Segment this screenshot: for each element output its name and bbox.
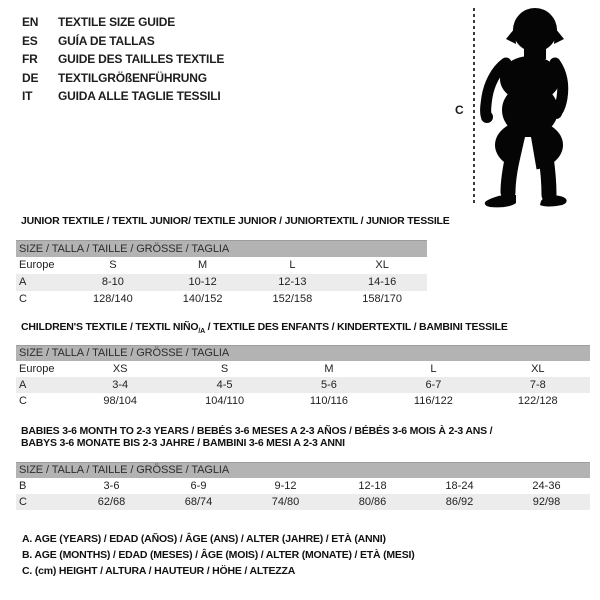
legend-line-c: C. (cm) HEIGHT / ALTURA / HAUTEUR / HÖHE / ALTEZZA [22,565,296,577]
language-list [22,13,224,106]
language-row-es [22,32,224,51]
cell: 3-4 [112,379,129,391]
language-code: FR [22,52,38,66]
language-row-en [22,13,224,32]
cell: 6-9 [190,480,207,492]
babies-table-title-line1: BABIES 3-6 MONTH TO 2-3 YEARS / BEBÉS 3-6 MESES A 2-3 AÑOS / BÉBÉS 3-6 MOIS À 2-3 ANS / [21,425,493,437]
row-label: C [19,395,27,407]
language-code: DE [22,70,39,85]
size-header-bar: SIZE / TALLA / TAILLE / GRÖSSE / TAGLIA [16,462,590,478]
cell: 116/122 [413,395,453,407]
row-label: Europe [19,363,55,375]
table-row [16,377,590,393]
measure-legend [22,531,415,579]
row-label: A [19,276,27,288]
title-subscript: /A [198,328,205,336]
language-label: GUÍA DE TALLAS [58,33,155,48]
table-row [16,257,427,274]
row-label: A [19,379,27,391]
cell: 74/80 [271,496,300,508]
cell: S [220,363,229,375]
table-row [16,478,590,494]
table-row [16,393,590,409]
babies-size-table [16,462,590,510]
cell: M [198,259,208,271]
cell: 10-12 [188,276,217,288]
cell: 68/74 [184,496,213,508]
cell: M [324,363,334,375]
size-header-bar: SIZE / TALLA / TAILLE / GRÖSSE / TAGLIA [16,240,427,257]
title-text: / TEXTILE DES ENFANTS / KINDERTEXTIL / BAMBINI TESSILE [204,321,508,333]
legend-line-b: B. AGE (MONTHS) / EDAD (MESES) / ÂGE (MOIS) / ALTER (MONATE) / ETÀ (MESI) [22,549,415,561]
language-label: TEXTILGRÖßENFÜHRUNG [58,70,207,85]
height-dashed-line [473,8,475,206]
table-row [16,494,590,510]
cell: 14-16 [368,276,397,288]
cell: 62/68 [97,496,126,508]
cell: 12-18 [358,480,387,492]
cell: 152/158 [272,293,313,305]
cell: 8-10 [101,276,124,288]
cell: L [430,363,437,375]
cell: L [289,259,296,271]
cell: 104/110 [205,395,245,407]
cell: 92/98 [532,496,561,508]
cell: 122/128 [517,395,558,407]
language-label: GUIDE DES TAILLES TEXTILE [58,52,225,66]
legend-line-a: A. AGE (YEARS) / EDAD (AÑOS) / ÂGE (ANS) / ALTER (JAHRE) / ETÀ (ANNI) [22,533,386,545]
children-size-table [16,345,590,409]
cell: 3-6 [103,480,120,492]
cell: 18-24 [445,480,474,492]
cell: 98/104 [103,395,138,407]
cell: XL [531,363,545,375]
cell: 7-8 [529,379,546,391]
row-label: Europe [19,259,55,271]
cell: 158/170 [362,293,402,305]
row-label: B [19,480,27,492]
language-code: ES [22,33,38,48]
language-row-fr [22,50,224,69]
cell: 110/116 [309,395,349,407]
height-measure-label: C [455,103,464,117]
cell: 12-13 [278,276,307,288]
cell: 9-12 [274,480,297,492]
language-code: EN [22,15,39,29]
language-row-de [22,69,224,88]
table-row [16,361,590,377]
language-row-it [22,87,224,106]
children-table-title [21,321,508,335]
language-label: TEXTILE SIZE GUIDE [58,15,176,29]
row-label: C [19,293,27,305]
title-text: CHILDREN'S TEXTILE / TEXTIL NIÑO [21,321,199,333]
row-label: C [19,496,27,508]
cell: 5-6 [321,379,337,391]
cell: 80/86 [358,496,387,508]
cell: S [109,259,117,271]
cell: XS [112,363,128,375]
cell: 86/92 [445,496,474,508]
junior-table-title: JUNIOR TEXTILE / TEXTIL JUNIOR/ TEXTILE JUNIOR / JUNIORTEXTIL / JUNIOR TESSILE [21,215,450,227]
babies-table-title-line2: BABYS 3-6 MONATE BIS 2-3 JAHRE / BAMBINI 3-6 MESI A 2-3 ANNI [21,437,345,449]
cell: XL [375,259,389,271]
language-code: IT [22,89,33,103]
cell: 140/152 [182,293,223,305]
cell: 4-5 [216,379,233,391]
table-row [16,291,427,308]
junior-size-table [16,240,427,308]
language-label: GUIDA ALLE TAGLIE TESSILI [58,89,221,103]
cell: 24-36 [532,480,561,492]
size-header-bar: SIZE / TALLA / TAILLE / GRÖSSE / TAGLIA [16,345,590,361]
toddler-silhouette-icon [478,5,580,213]
cell: 128/140 [92,293,133,305]
table-row [16,274,427,291]
cell: 6-7 [425,379,442,391]
